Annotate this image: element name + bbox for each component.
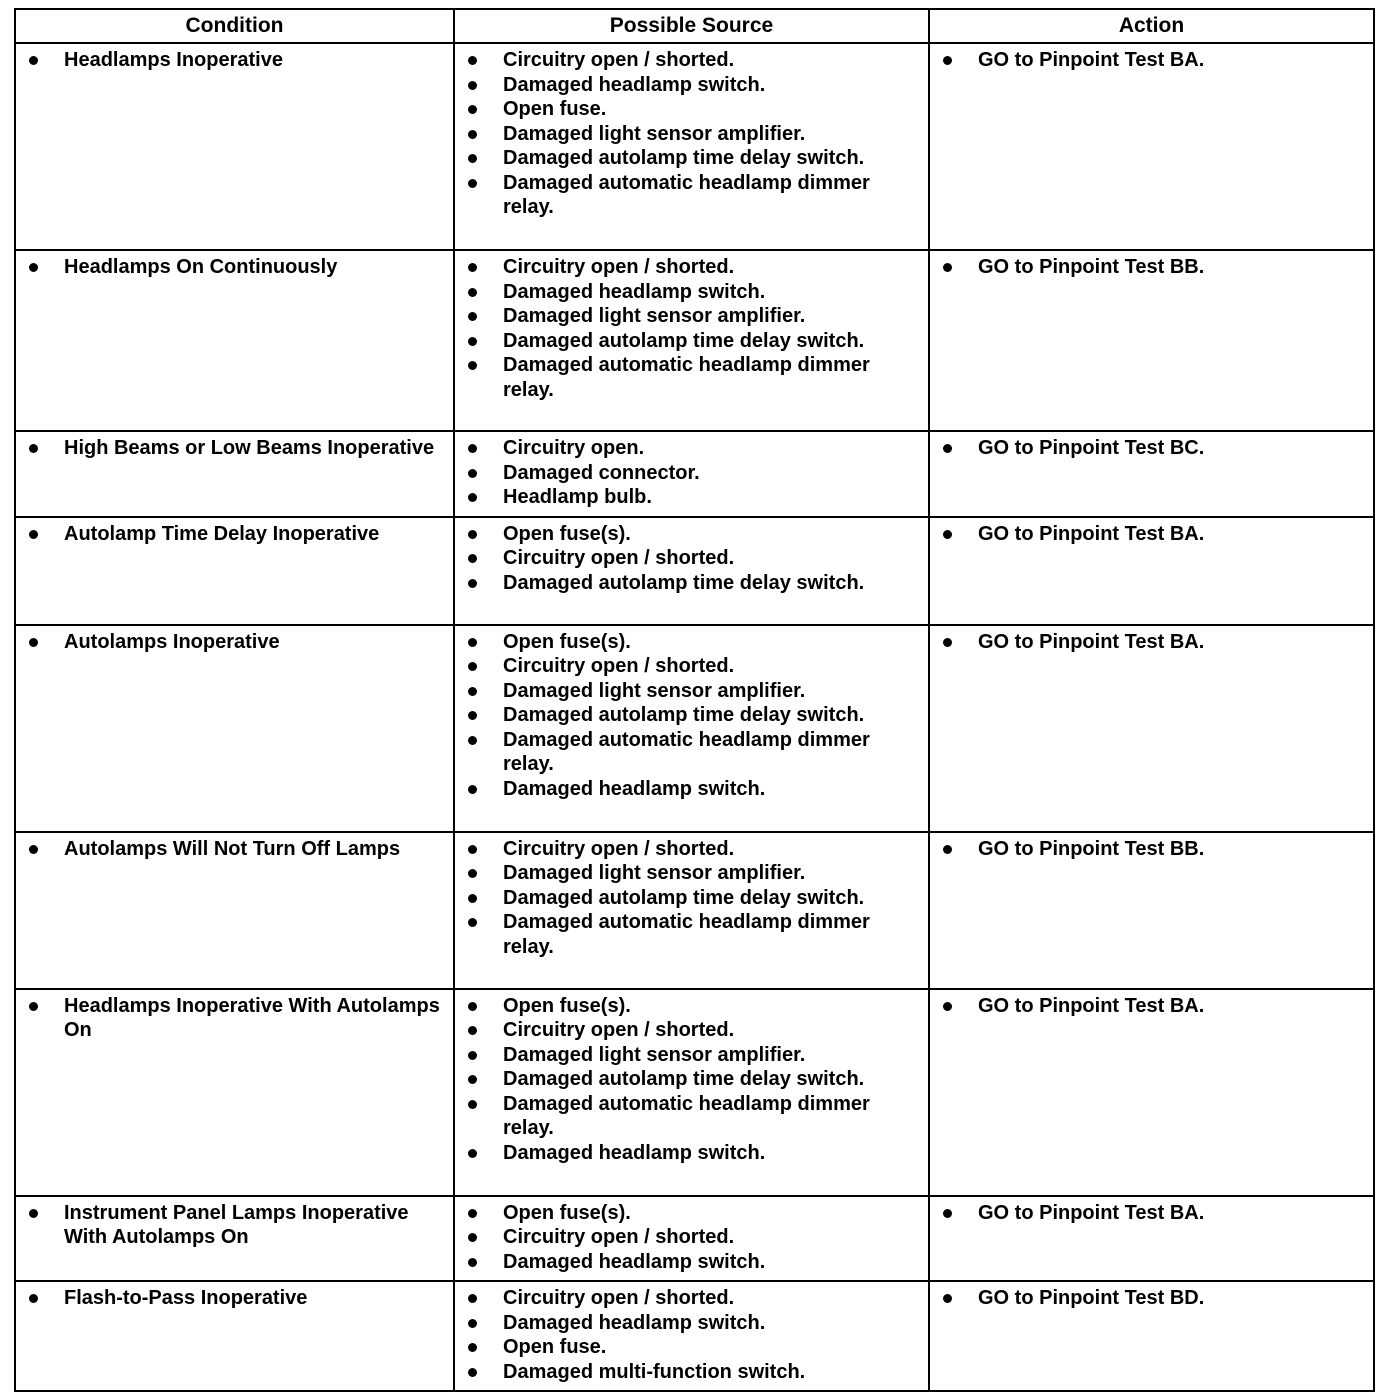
condition-item: Autolamps Will Not Turn Off Lamps (16, 837, 453, 862)
source-item: Damaged automatic headlamp dimmer relay. (455, 171, 928, 220)
source-item: Damaged autolamp time delay switch. (455, 703, 928, 728)
possible-source-cell-list (455, 833, 928, 966)
source-item: Damaged headlamp switch. (455, 777, 928, 802)
table-row (15, 625, 1374, 832)
condition-item: Autolamps Inoperative (16, 630, 453, 655)
source-item: Open fuse. (455, 1335, 928, 1360)
source-item: Open fuse. (455, 97, 928, 122)
condition-cell (15, 250, 454, 431)
condition-item: High Beams or Low Beams Inoperative (16, 436, 453, 461)
action-cell (929, 832, 1374, 989)
source-item: Circuitry open / shorted. (455, 1286, 928, 1311)
possible-source-cell-list (455, 1282, 928, 1390)
action-cell-list (930, 626, 1373, 661)
table-row (15, 250, 1374, 431)
condition-cell (15, 832, 454, 989)
possible-source-cell-list (455, 990, 928, 1172)
action-cell (929, 43, 1374, 250)
source-item: Damaged light sensor amplifier. (455, 122, 928, 147)
source-item: Circuitry open / shorted. (455, 255, 928, 280)
action-item: GO to Pinpoint Test BD. (930, 1286, 1373, 1311)
possible-source-cell (454, 250, 929, 431)
condition-item: Headlamps On Continuously (16, 255, 453, 280)
action-item: GO to Pinpoint Test BB. (930, 837, 1373, 862)
source-item: Circuitry open / shorted. (455, 48, 928, 73)
source-item: Open fuse(s). (455, 994, 928, 1019)
possible-source-cell (454, 1281, 929, 1391)
possible-source-cell (454, 832, 929, 989)
condition-cell-list (16, 626, 453, 661)
source-item: Damaged automatic headlamp dimmer relay. (455, 1092, 928, 1141)
possible-source-cell (454, 625, 929, 832)
action-cell-list (930, 833, 1373, 868)
source-item: Open fuse(s). (455, 522, 928, 547)
source-item: Damaged headlamp switch. (455, 1250, 928, 1275)
possible-source-cell-list (455, 432, 928, 516)
source-item: Damaged headlamp switch. (455, 280, 928, 305)
table-row (15, 832, 1374, 989)
action-cell-list (930, 44, 1373, 79)
source-item: Damaged autolamp time delay switch. (455, 329, 928, 354)
condition-cell-list (16, 990, 453, 1049)
header-row (15, 9, 1374, 43)
possible-source-cell-list (455, 518, 928, 602)
action-cell (929, 431, 1374, 517)
source-item: Circuitry open / shorted. (455, 546, 928, 571)
source-item: Damaged light sensor amplifier. (455, 679, 928, 704)
condition-cell (15, 43, 454, 250)
condition-cell-list (16, 1197, 453, 1256)
source-item: Open fuse(s). (455, 630, 928, 655)
possible-source-cell-list (455, 626, 928, 808)
action-item: GO to Pinpoint Test BB. (930, 255, 1373, 280)
action-cell-list (930, 518, 1373, 553)
condition-item: Autolamp Time Delay Inoperative (16, 522, 453, 547)
header-action: Action (929, 9, 1374, 43)
source-item: Damaged multi-function switch. (455, 1360, 928, 1385)
action-item: GO to Pinpoint Test BC. (930, 436, 1373, 461)
action-cell-list (930, 1282, 1373, 1317)
condition-cell-list (16, 833, 453, 868)
action-item: GO to Pinpoint Test BA. (930, 522, 1373, 547)
possible-source-cell (454, 1196, 929, 1282)
action-item: GO to Pinpoint Test BA. (930, 630, 1373, 655)
condition-cell (15, 1281, 454, 1391)
diagnosis-table (14, 8, 1375, 1392)
source-item: Damaged automatic headlamp dimmer relay. (455, 353, 928, 402)
action-cell-list (930, 990, 1373, 1025)
source-item: Damaged connector. (455, 461, 928, 486)
source-item: Circuitry open / shorted. (455, 654, 928, 679)
action-cell (929, 1281, 1374, 1391)
action-cell-list (930, 251, 1373, 286)
action-item: GO to Pinpoint Test BA. (930, 48, 1373, 73)
source-item: Headlamp bulb. (455, 485, 928, 510)
table-row (15, 1196, 1374, 1282)
possible-source-cell-list (455, 1197, 928, 1281)
action-item: GO to Pinpoint Test BA. (930, 1201, 1373, 1226)
source-item: Damaged light sensor amplifier. (455, 861, 928, 886)
source-item: Damaged light sensor amplifier. (455, 1043, 928, 1068)
source-item: Damaged headlamp switch. (455, 1311, 928, 1336)
source-item: Circuitry open / shorted. (455, 1225, 928, 1250)
source-item: Circuitry open / shorted. (455, 1018, 928, 1043)
condition-cell-list (16, 44, 453, 79)
table-row (15, 989, 1374, 1196)
action-cell (929, 517, 1374, 625)
condition-cell-list (16, 432, 453, 467)
action-item: GO to Pinpoint Test BA. (930, 994, 1373, 1019)
possible-source-cell (454, 517, 929, 625)
source-item: Damaged automatic headlamp dimmer relay. (455, 910, 928, 959)
condition-item: Headlamps Inoperative (16, 48, 453, 73)
condition-item: Instrument Panel Lamps Inoperative With Autolamps On (16, 1201, 453, 1250)
source-item: Damaged headlamp switch. (455, 1141, 928, 1166)
condition-cell (15, 989, 454, 1196)
table-body (15, 43, 1374, 1391)
action-cell-list (930, 1197, 1373, 1232)
table-row (15, 1281, 1374, 1391)
action-cell-list (930, 432, 1373, 467)
source-item: Damaged autolamp time delay switch. (455, 571, 928, 596)
possible-source-cell (454, 43, 929, 250)
possible-source-cell (454, 431, 929, 517)
source-item: Circuitry open. (455, 436, 928, 461)
condition-cell (15, 625, 454, 832)
header-possible-source: Possible Source (454, 9, 929, 43)
condition-item: Headlamps Inoperative With Autolamps On (16, 994, 453, 1043)
possible-source-cell-list (455, 251, 928, 408)
possible-source-cell (454, 989, 929, 1196)
action-cell (929, 989, 1374, 1196)
condition-cell (15, 431, 454, 517)
table-row (15, 517, 1374, 625)
table-row (15, 43, 1374, 250)
table-row (15, 431, 1374, 517)
condition-cell (15, 1196, 454, 1282)
source-item: Damaged autolamp time delay switch. (455, 1067, 928, 1092)
source-item: Open fuse(s). (455, 1201, 928, 1226)
source-item: Circuitry open / shorted. (455, 837, 928, 862)
source-item: Damaged autolamp time delay switch. (455, 146, 928, 171)
action-cell (929, 625, 1374, 832)
source-item: Damaged automatic headlamp dimmer relay. (455, 728, 928, 777)
condition-cell-list (16, 518, 453, 553)
source-item: Damaged autolamp time delay switch. (455, 886, 928, 911)
condition-item: Flash-to-Pass Inoperative (16, 1286, 453, 1311)
action-cell (929, 250, 1374, 431)
source-item: Damaged light sensor amplifier. (455, 304, 928, 329)
possible-source-cell-list (455, 44, 928, 226)
action-cell (929, 1196, 1374, 1282)
condition-cell (15, 517, 454, 625)
condition-cell-list (16, 251, 453, 286)
condition-cell-list (16, 1282, 453, 1317)
source-item: Damaged headlamp switch. (455, 73, 928, 98)
header-condition: Condition (15, 9, 454, 43)
